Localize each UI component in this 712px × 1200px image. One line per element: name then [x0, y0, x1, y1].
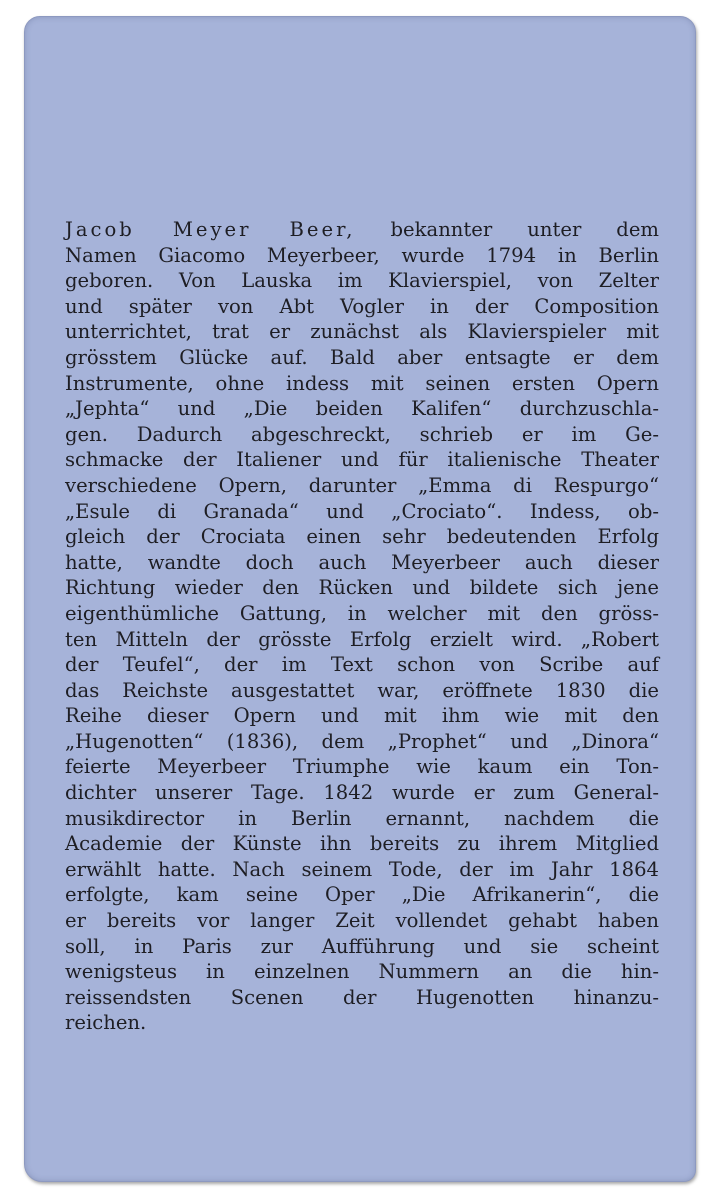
text-line: „Jephta“ und „Die beiden Kalifen“ durchzuschla- — [65, 397, 659, 421]
text-line: unterrichtet, trat er zunächst als Klavierspieler mit — [65, 320, 659, 344]
text-line: und später von Abt Vogler in der Composition — [65, 294, 659, 318]
biography-text — [65, 217, 659, 1036]
text-line: Namen Giacomo Meyerbeer, wurde 1794 in Berlin — [65, 243, 659, 267]
text-line: musikdirector in Berlin ernannt, nachdem die — [65, 806, 659, 830]
text-line: „Hugenotten“ (1836), dem „Prophet“ und „Dinora“ — [65, 729, 659, 753]
text-line: feierte Meyerbeer Triumphe wie kaum ein Ton- — [65, 755, 659, 779]
text-line: Richtung wieder den Rücken und bildete sich jene — [65, 576, 659, 600]
text-line: hatte, wandte doch auch Meyerbeer auch dieser — [65, 550, 659, 574]
biography-card — [24, 16, 696, 1182]
text-line: reissendsten Scenen der Hugenotten hinanzu- — [65, 985, 659, 1009]
text-line: reichen. — [65, 1011, 147, 1035]
text-line: erwählt hatte. Nach seinem Tode, der im Jahr 1864 — [65, 857, 659, 881]
text-line: Academie der Künste ihn bereits zu ihrem Mitglied — [65, 832, 659, 856]
text-line: ten Mitteln der grösste Erfolg erzielt wird. „Robert — [65, 627, 659, 651]
text-line: erfolgte, kam seine Oper „Die Afrikanerin“, die — [65, 883, 659, 907]
text-line: Reihe dieser Opern und mit ihm wie mit den — [65, 704, 659, 728]
text-line: schmacke der Italiener und für italienische Theater — [65, 448, 659, 472]
text-line — [65, 217, 659, 243]
author-name: Jacob Meyer Beer, — [65, 218, 356, 241]
text-line: verschiedene Opern, darunter „Emma di Respurgo“ — [65, 473, 659, 497]
text-line: eigenthümliche Gattung, in welcher mit den gröss- — [65, 601, 659, 625]
text-line: das Reichste ausgestattet war, eröffnete 1830 die — [65, 678, 659, 702]
text-line: gen. Dadurch abgeschreckt, schrieb er im Ge- — [65, 422, 659, 446]
text-line: soll, in Paris zur Aufführung und sie scheint — [65, 934, 659, 958]
text-line: „Esule di Granada“ und „Crociato“. Indess, ob- — [65, 499, 659, 523]
text-line: Instrumente, ohne indess mit seinen ersten Opern — [65, 371, 659, 395]
text-line: gleich der Crociata einen sehr bedeutenden Erfolg — [65, 525, 659, 549]
text-line: er bereits vor langer Zeit vollendet gehabt haben — [65, 909, 659, 933]
line-rest: bekannter unter dem — [390, 218, 659, 241]
text-line: dichter unserer Tage. 1842 wurde er zum General- — [65, 781, 659, 805]
text-line: wenigsteus in einzelnen Nummern an die hin- — [65, 960, 659, 984]
text-line: der Teufel“, der im Text schon von Scribe auf — [65, 653, 659, 677]
text-line: grösstem Glücke auf. Bald aber entsagte er dem — [65, 345, 659, 369]
text-line: geboren. Von Lauska im Klavierspiel, von Zelter — [65, 269, 659, 293]
